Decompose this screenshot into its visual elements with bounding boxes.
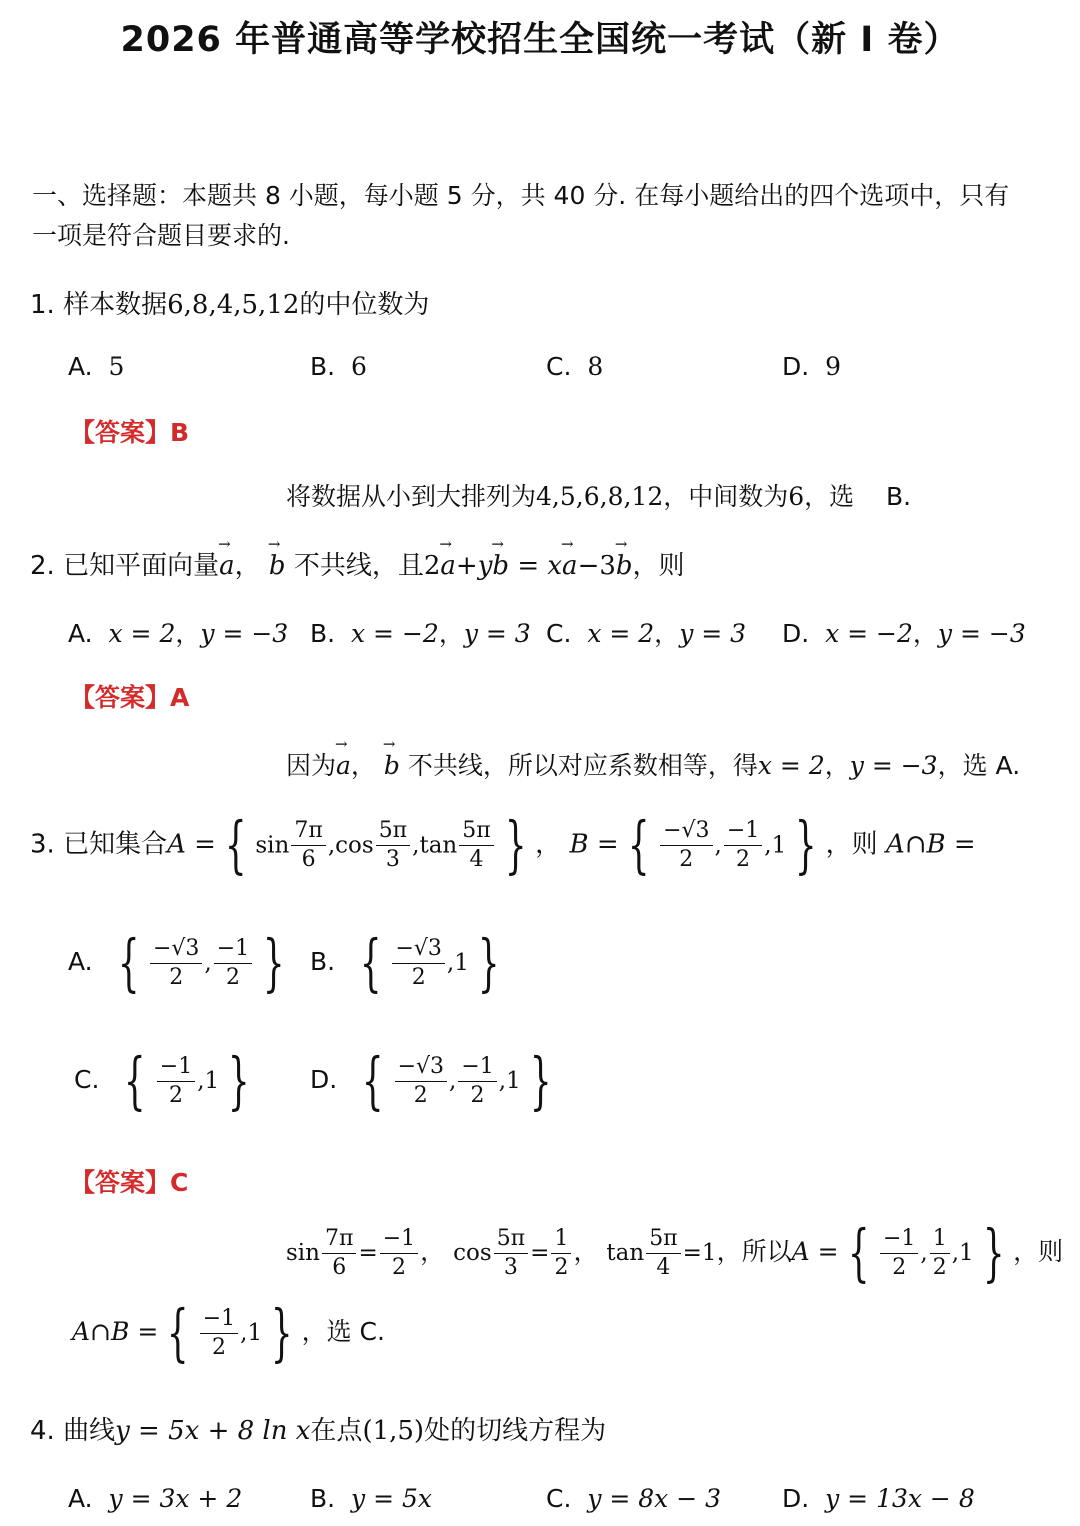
answer-letter: C: [170, 1168, 189, 1197]
question-1-stem: [30, 284, 429, 321]
q2-answer: [70, 678, 189, 714]
fn-cos: cos: [453, 1240, 492, 1266]
denominator: 2: [554, 1254, 569, 1280]
stem-text: 的中位数为: [299, 290, 430, 320]
section-line-2: 一项是符合题目要求的.: [32, 221, 290, 250]
intersection-expr: A∩B =: [885, 829, 976, 860]
left-brace: {: [167, 1296, 189, 1369]
comma: ,: [764, 832, 772, 859]
fraction: [494, 1225, 528, 1282]
coefficient: 2: [423, 551, 441, 581]
question-number: 4.: [30, 1416, 55, 1446]
left-brace: {: [124, 1044, 146, 1117]
element: 1: [771, 832, 787, 859]
exp-text: ，选 C.: [301, 1317, 385, 1346]
equals: =: [530, 1240, 550, 1266]
left-brace: {: [359, 926, 382, 999]
option-value: y = 5x: [351, 1484, 432, 1513]
exp-x: x = 2: [757, 751, 825, 780]
fraction: [157, 1053, 195, 1110]
question-3-stem: [30, 808, 976, 881]
option-value: 5: [108, 352, 125, 381]
exp-text: 不共线，所以对应系数相等，得: [407, 751, 758, 780]
denominator: 2: [470, 1082, 485, 1108]
comma: ,: [920, 1240, 928, 1266]
q2-option-c[interactable]: C. x = 2，y = 3: [546, 619, 747, 648]
question-2-stem: [30, 545, 685, 582]
numerator: −1: [157, 1053, 195, 1082]
left-brace: {: [224, 808, 247, 881]
comma: ,: [498, 1068, 507, 1094]
intersection-expr: A∩B =: [72, 1317, 159, 1346]
set-a-label: A =: [791, 1237, 839, 1266]
option-y: y = 3: [463, 619, 531, 648]
option-value: y = 3x + 2: [108, 1484, 243, 1513]
option-label: D.: [782, 619, 810, 648]
comma: ,: [449, 1068, 457, 1094]
equals: =: [358, 1240, 378, 1266]
exp-text: 将数据从小到大排列为: [286, 482, 537, 511]
fraction: [458, 1053, 496, 1110]
q2-option-d[interactable]: D. x = −2，y = −3: [782, 619, 1026, 648]
option-label: D.: [782, 1484, 810, 1513]
separator: ，: [350, 751, 376, 780]
vector-b: → b: [616, 551, 633, 581]
option-label: C.: [546, 1484, 572, 1513]
numerator: 5π: [494, 1225, 528, 1254]
numerator: −1: [200, 1305, 238, 1334]
fraction: [459, 817, 493, 874]
stem-text: 处的切线方程为: [424, 1416, 607, 1446]
q1-answer: [70, 413, 189, 449]
operator: =: [517, 551, 540, 581]
q3-option-b[interactable]: [310, 926, 508, 999]
fraction: [214, 935, 252, 992]
numerator: 7π: [291, 817, 325, 846]
separator: ，: [535, 829, 562, 860]
fraction: [930, 1225, 950, 1282]
numerator: 1: [930, 1225, 950, 1254]
denominator: 3: [503, 1254, 518, 1280]
question-4-stem: [30, 1410, 606, 1447]
numerator: 5π: [376, 817, 410, 846]
comma: ,: [951, 1240, 960, 1266]
denominator: 6: [332, 1254, 347, 1280]
left-brace: {: [117, 926, 140, 999]
option-x: x = −2: [351, 619, 439, 648]
left-brace: {: [627, 808, 650, 881]
left-brace: {: [361, 1044, 384, 1117]
denominator: 2: [391, 1254, 406, 1280]
option-label: C.: [546, 352, 572, 381]
denominator: 6: [301, 846, 316, 872]
exp-text: ，所以: [716, 1237, 792, 1266]
element: 1: [959, 1240, 974, 1266]
option-value: y = 13x − 8: [825, 1484, 975, 1513]
question-number: 2.: [30, 551, 55, 581]
option-label: D.: [310, 1065, 338, 1094]
numerator: 7π: [322, 1225, 356, 1254]
option-label: B.: [310, 1484, 336, 1513]
numerator: −1: [724, 817, 762, 846]
denominator: 2: [892, 1254, 907, 1280]
vector-a: → a: [219, 551, 235, 581]
exp-text: ，则: [1013, 1237, 1064, 1266]
fraction: [660, 817, 712, 874]
numerator: −√3: [150, 935, 202, 964]
option-value: 9: [825, 352, 842, 381]
right-brace: }: [982, 1216, 1005, 1289]
denominator: 2: [736, 846, 751, 872]
option-label: A.: [68, 1484, 93, 1513]
exp-choice: B.: [885, 482, 912, 511]
stem-text: ，则: [825, 829, 878, 860]
q1-option-b[interactable]: [310, 352, 367, 381]
question-number: 1.: [30, 290, 55, 320]
q4-option-a[interactable]: [68, 1484, 242, 1513]
exp-text: 因为: [286, 751, 337, 780]
option-value: 6: [351, 352, 367, 381]
stem-text: ，则: [632, 551, 685, 581]
fn-sin: sin: [286, 1240, 320, 1266]
variable-y: y: [477, 551, 493, 581]
q3-answer: [70, 1163, 188, 1199]
denominator: 3: [385, 846, 400, 872]
numerator: 5π: [459, 817, 493, 846]
denominator: 2: [411, 964, 426, 990]
fraction: [380, 1225, 418, 1282]
stem-text: 在点: [310, 1416, 363, 1446]
numerator: 1: [551, 1225, 571, 1254]
option-value: y = 8x − 3: [587, 1484, 722, 1513]
q4-option-c[interactable]: [546, 1484, 721, 1513]
operator: −3: [577, 551, 616, 581]
option-label: D.: [782, 352, 810, 381]
answer-letter: B: [170, 418, 190, 447]
comma: ,: [327, 832, 336, 859]
q3-explanation-line-1: [286, 1216, 1064, 1289]
fraction: [200, 1305, 238, 1362]
vector-b: → b: [492, 551, 509, 581]
separator: ，: [234, 551, 261, 581]
option-label: C.: [546, 619, 572, 648]
numerator: −√3: [395, 1053, 447, 1082]
question-number: 3.: [30, 829, 55, 860]
comma: ,: [446, 950, 455, 976]
option-label: B.: [310, 947, 336, 976]
vector-b: → b: [384, 751, 400, 780]
comma: ,: [412, 832, 420, 859]
denominator: 2: [679, 846, 694, 872]
fraction: [322, 1225, 356, 1282]
fraction: [395, 1053, 447, 1110]
denominator: 2: [413, 1082, 428, 1108]
q1-option-a[interactable]: [68, 352, 124, 381]
stem-text: 不共线，且: [293, 551, 424, 581]
exp-text: ，选 A.: [937, 751, 1021, 780]
variable-x: x: [547, 551, 563, 581]
numerator: 5π: [646, 1225, 680, 1254]
element: 1: [454, 950, 469, 976]
q2-explanation: 因为→ a， → b 不共线，所以对应系数相等，得x = 2，y = −3，选 A.: [286, 746, 1020, 782]
set-b-label: B =: [569, 829, 619, 860]
option-label: A.: [68, 352, 93, 381]
right-brace: }: [504, 808, 527, 881]
right-brace: }: [263, 926, 285, 999]
fn-tan: tan: [419, 832, 458, 859]
q1-option-d[interactable]: [782, 352, 841, 381]
option-label: B.: [310, 619, 336, 648]
element: 1: [247, 1320, 263, 1346]
fraction: [150, 935, 202, 992]
right-brace: }: [529, 1044, 552, 1117]
q3-option-a[interactable]: [68, 926, 294, 999]
fraction: [724, 817, 762, 874]
fraction: [392, 935, 444, 992]
denominator: 2: [169, 964, 184, 990]
fraction: [551, 1225, 571, 1282]
denominator: 4: [656, 1254, 671, 1280]
vector-a: → a: [336, 751, 351, 780]
fraction: [880, 1225, 918, 1282]
right-brace: }: [271, 1296, 293, 1369]
q1-option-c[interactable]: [546, 352, 603, 381]
denominator: 2: [225, 964, 240, 990]
operator: +: [455, 551, 478, 581]
sample-data: 6,8,4,5,12: [167, 290, 300, 320]
tangent-point: (1,5): [362, 1416, 425, 1446]
comma: ,: [240, 1320, 248, 1346]
q3-explanation-line-2: [72, 1296, 385, 1369]
comma: ,: [204, 950, 212, 976]
vector-b: → b: [269, 551, 286, 581]
option-y: y = −3: [937, 619, 1026, 648]
answer-letter: A: [170, 683, 190, 712]
answer-tag: 【答案】: [70, 418, 171, 447]
option-x: x = −2: [825, 619, 913, 648]
section-heading: [32, 176, 1009, 256]
option-label: B.: [310, 352, 336, 381]
fn-sin: sin: [255, 832, 290, 859]
stem-text: 曲线: [63, 1416, 116, 1446]
exam-title: 2026 年普通高等学校招生全国统一考试（新 I 卷）: [120, 20, 960, 60]
section-line-1: 一、选择题：本题共 8 小题，每小题 5 分，共 40 分. 在每小题给出的四个选项中，只有: [32, 181, 1010, 210]
q4-option-d[interactable]: [782, 1484, 975, 1513]
element: 1: [506, 1068, 521, 1094]
q1-explanation: [286, 477, 911, 513]
exp-data: 4,5,6,8,12: [536, 482, 664, 511]
q3-option-c[interactable]: [74, 1044, 259, 1117]
numerator: −1: [214, 935, 252, 964]
vector-a: → a: [562, 551, 578, 581]
fraction: [291, 817, 325, 874]
right-brace: }: [795, 808, 817, 881]
stem-text: 已知平面向量: [63, 551, 220, 581]
equals-one: =1: [682, 1240, 717, 1266]
separator: ，: [420, 1237, 446, 1266]
option-label: A.: [68, 619, 93, 648]
option-x: x = 2: [587, 619, 655, 648]
left-brace: {: [847, 1216, 870, 1289]
comma: ,: [197, 1068, 205, 1094]
numerator: −1: [458, 1053, 496, 1082]
exp-text: ，选: [804, 482, 855, 511]
separator: ，: [573, 1237, 599, 1266]
stem-text: 已知集合: [63, 829, 168, 860]
exp-text: ，中间数为: [663, 482, 789, 511]
numerator: −1: [880, 1225, 918, 1254]
vector-a: → a: [440, 551, 456, 581]
numerator: −√3: [660, 817, 712, 846]
exp-value: 6: [788, 482, 805, 511]
answer-tag: 【答案】: [70, 683, 171, 712]
denominator: 4: [469, 846, 484, 872]
option-y: y = −3: [200, 619, 289, 648]
numerator: −1: [380, 1225, 418, 1254]
fraction: [646, 1225, 680, 1282]
right-brace: }: [228, 1044, 250, 1117]
numerator: −√3: [392, 935, 444, 964]
denominator: 2: [168, 1082, 183, 1108]
option-value: 8: [587, 352, 604, 381]
option-label: A.: [68, 947, 93, 976]
answer-tag: 【答案】: [70, 1168, 171, 1197]
denominator: 2: [932, 1254, 947, 1280]
fn-tan: tan: [606, 1240, 645, 1266]
fn-cos: cos: [335, 832, 374, 859]
curve-equation: y = 5x + 8 ln x: [115, 1416, 311, 1446]
stem-text: 样本数据: [63, 290, 168, 320]
denominator: 2: [211, 1334, 226, 1360]
option-label: C.: [74, 1065, 100, 1094]
right-brace: }: [477, 926, 500, 999]
comma: ,: [714, 832, 722, 859]
exp-y: y = −3: [849, 751, 938, 780]
q2-option-a[interactable]: A. x = 2，y = −3: [68, 619, 289, 648]
q2-option-b[interactable]: B. x = −2，y = 3: [310, 619, 531, 648]
option-x: x = 2: [108, 619, 176, 648]
set-a-label: A =: [167, 829, 216, 860]
fraction: [376, 817, 410, 874]
q3-option-d[interactable]: [310, 1044, 560, 1117]
option-y: y = 3: [679, 619, 747, 648]
element: 1: [204, 1068, 220, 1094]
q4-option-b[interactable]: [310, 1484, 432, 1513]
